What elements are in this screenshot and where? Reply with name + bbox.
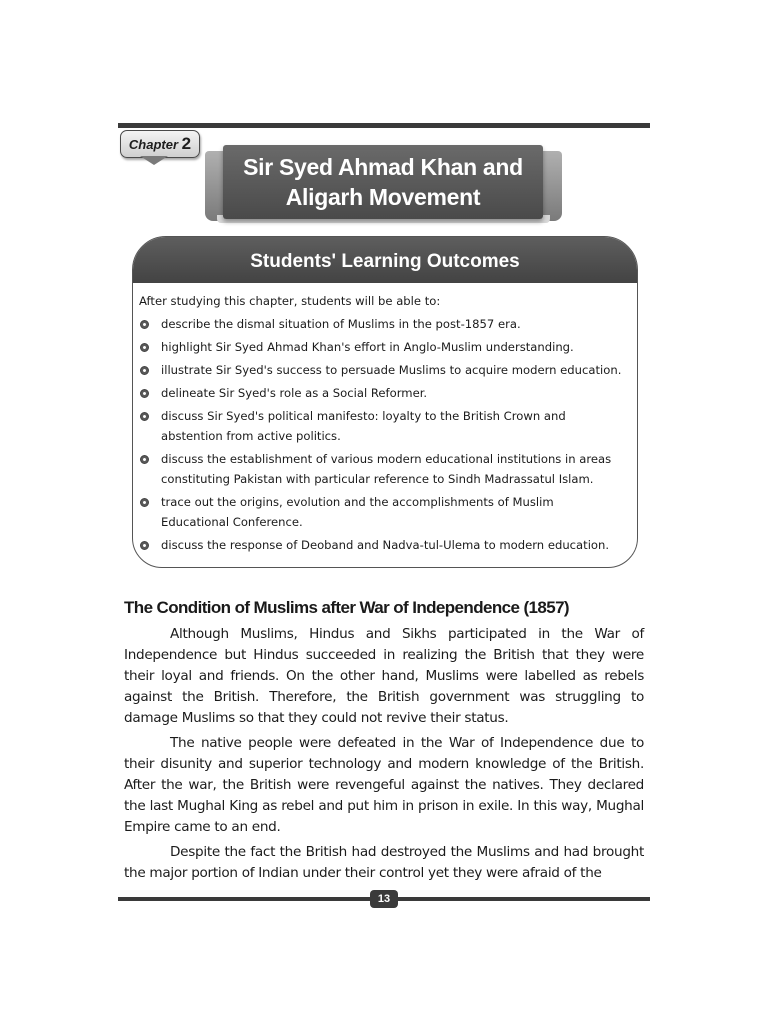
section-heading: The Condition of Muslims after War of Independence (1857) — [124, 598, 569, 617]
bullet-icon — [140, 343, 149, 352]
chapter-title — [223, 145, 543, 219]
footer-rule-left — [118, 897, 370, 901]
learning-outcomes-box — [132, 236, 638, 568]
chapter-number: 2 — [181, 134, 192, 153]
bullet-icon — [140, 389, 149, 398]
list-item — [139, 406, 625, 446]
learning-outcomes-list — [139, 314, 625, 555]
list-item-text: describe the dismal situation of Muslims in the post-1857 era. — [161, 317, 521, 331]
list-item-text: discuss Sir Syed's political manifesto: loyalty to the British Crown and abstention from active politics. — [161, 409, 566, 443]
list-item-text: illustrate Sir Syed's success to persuade Muslims to acquire modern education. — [161, 363, 622, 377]
page-number: 13 — [370, 890, 398, 908]
list-item — [139, 314, 625, 334]
chapter-tag-notch — [140, 156, 168, 165]
list-item-text: delineate Sir Syed's role as a Social Reformer. — [161, 386, 428, 400]
paragraph: Although Muslims, Hindus and Sikhs participated in the War of Independence but Hindus succeeded in realizing the British that they were their loyal and friends. On the other hand, Muslims were labelled as rebels against the British. Therefore, the British government was struggling to damage Muslims so that they could not revive their status. — [124, 626, 644, 726]
bullet-icon — [140, 366, 149, 375]
bullet-icon — [140, 498, 149, 507]
paragraph: The native people were defeated in the War of Independence due to their disunity and superior technology and modern knowledge of the British. After the war, the British were revengeful against the natives. They declared the last Mughal King as rebel and put him in prison in exile. In this way, Mughal Empire came to an end. — [124, 735, 644, 835]
list-item-text: trace out the origins, evolution and the accomplishments of Muslim Educational Conference. — [161, 495, 554, 529]
chapter-title-line-2: Aligarh Movement — [285, 184, 481, 210]
learning-outcomes-intro: After studying this chapter, students will be able to: — [139, 294, 441, 308]
list-item — [139, 360, 625, 380]
list-item-text: highlight Sir Syed Ahmad Khan's effort in Anglo-Muslim understanding. — [161, 340, 574, 354]
list-item — [139, 383, 625, 403]
bullet-icon — [140, 412, 149, 421]
bullet-icon — [140, 541, 149, 550]
chapter-label: Chapter — [128, 137, 179, 152]
learning-outcomes-body — [133, 283, 637, 555]
top-rule — [118, 123, 650, 128]
list-item — [139, 492, 625, 532]
learning-outcomes-heading: Students' Learning Outcomes — [133, 237, 637, 283]
section-body — [124, 624, 644, 888]
list-item — [139, 449, 625, 489]
bullet-icon — [140, 320, 149, 329]
chapter-title-line-1: Sir Syed Ahmad Khan and — [243, 154, 523, 180]
title-banner — [205, 145, 562, 227]
list-item — [139, 337, 625, 357]
list-item — [139, 535, 625, 555]
paragraph: Despite the fact the British had destroyed the Muslims and had brought the major portion of Indian under their control yet they were afraid of the — [124, 844, 644, 881]
footer-rule-right — [398, 897, 650, 901]
chapter-tag — [120, 130, 200, 158]
list-item-text: discuss the establishment of various modern educational institutions in areas constituting Pakistan with particular reference to Sindh Madrassatul Islam. — [161, 452, 612, 486]
list-item-text: discuss the response of Deoband and Nadva-tul-Ulema to modern education. — [161, 538, 610, 552]
bullet-icon — [140, 455, 149, 464]
